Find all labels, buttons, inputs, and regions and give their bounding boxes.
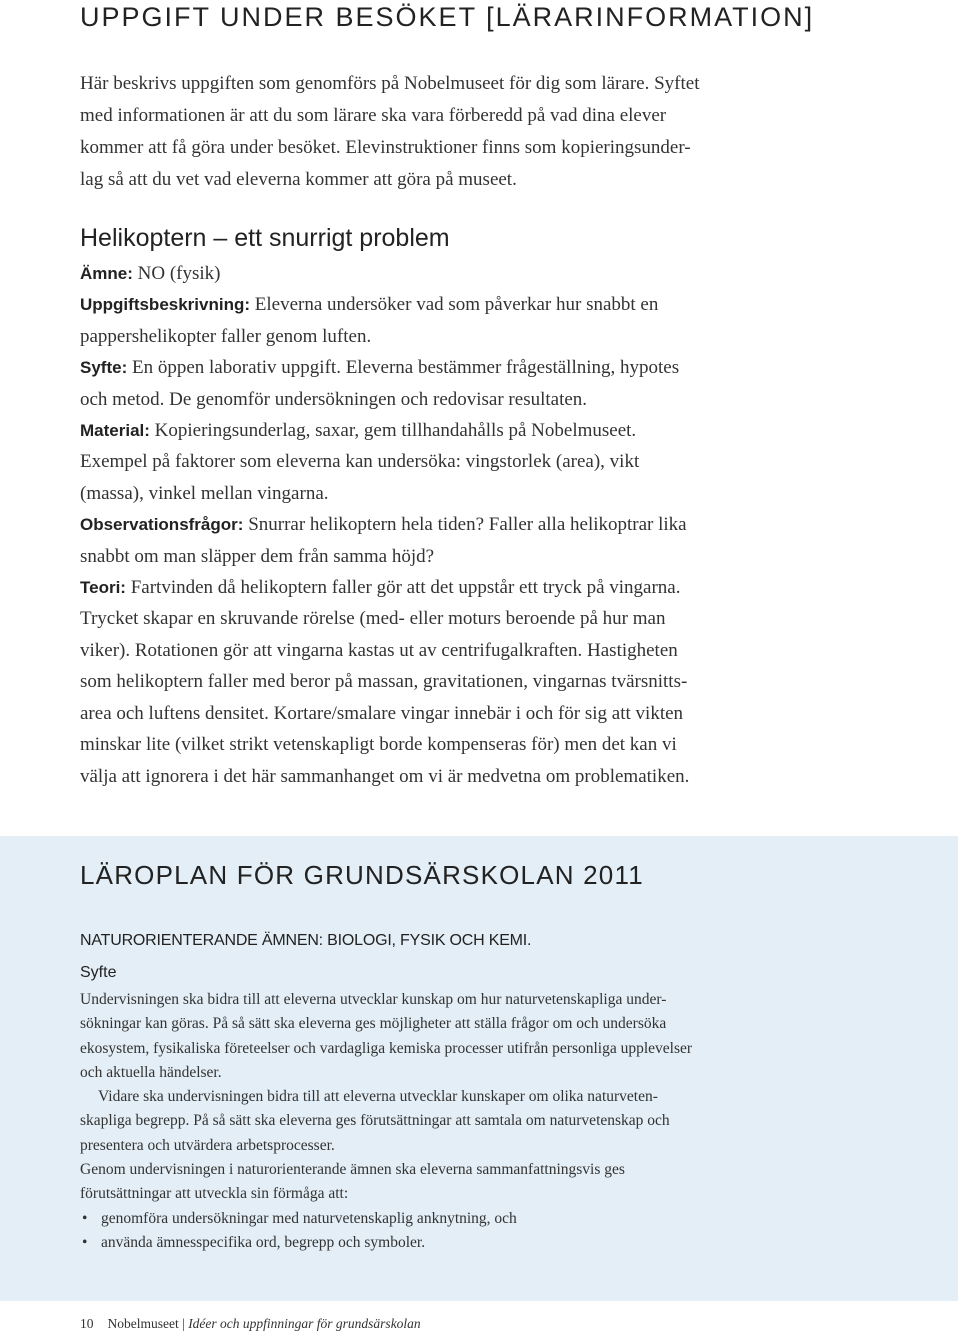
syfte-heading: Syfte <box>80 964 117 981</box>
purpose-label: Syfte: <box>80 358 128 378</box>
list-item-text: använda ämnesspecifika ord, begrepp och symboler. <box>101 1233 426 1251</box>
curriculum-line: presentera och utvärdera arbetsprocesser. <box>80 1136 335 1154</box>
curriculum-line: och aktuella händelser. <box>80 1063 222 1081</box>
page-footer <box>80 1316 421 1332</box>
observation-label: Observationsfrågor: <box>80 515 244 535</box>
curriculum-line: Undervisningen ska bidra till att eleverna utvecklar kunskap om hur naturvetenskapliga under- <box>80 991 667 1008</box>
curriculum-paragraph <box>80 1085 770 1158</box>
curriculum-body <box>80 988 770 1255</box>
observation-row <box>80 509 800 572</box>
list-item <box>80 1231 770 1255</box>
curriculum-line: skapliga begrepp. På så sätt ska eleverna ges förutsättningar att samtala om naturvetenskap och <box>80 1112 670 1130</box>
footer-publication: Idéer och uppfinningar för grundsärskolan <box>188 1316 421 1331</box>
description-label: Uppgiftsbeskrivning: <box>80 295 251 315</box>
list-item-text: genomföra undersökningar med naturvetenskaplig anknytning, och <box>101 1209 517 1227</box>
example-text: Exempel på faktorer som eleverna kan undersöka: vingstorlek (area), vikt <box>80 451 640 473</box>
theory-row <box>80 572 800 792</box>
intro-line: med informationen är att du som lärare ska vara förberedd på vad dina elever <box>80 105 667 126</box>
curriculum-title: LÄROPLAN FÖR GRUNDSÄRSKOLAN 2011 <box>80 860 644 890</box>
theory-text: Fartvinden då helikoptern faller gör att det uppstår ett tryck på vingarna. <box>125 577 681 599</box>
page-number: 10 <box>80 1316 94 1331</box>
page-heading: UPPGIFT UNDER BESÖKET [LÄRARINFORMATION] <box>80 2 815 32</box>
curriculum-subtitle: NATURORIENTERANDE ÄMNEN: BIOLOGI, FYSIK OCH KEMI. <box>80 932 532 949</box>
curriculum-line: sökningar kan göras. På så sätt ska eleverna ges möjligheter att ställa frågor om och undersöka <box>80 1015 667 1033</box>
intro-line: Här beskrivs uppgiften som genomförs på Nobelmuseet för dig som lärare. Syftet <box>80 73 700 94</box>
purpose-text: En öppen laborativ uppgift. Eleverna bestämmer frågeställning, hypotes <box>127 357 680 379</box>
intro-paragraph <box>80 68 800 196</box>
bullet-icon: • <box>82 1209 88 1227</box>
description-text: pappershelikopter faller genom luften. <box>80 325 372 347</box>
subject-label: Ämne: <box>80 264 133 283</box>
theory-text: viker). Rotationen gör att vingarna kastas ut av centrifugalkraften. Hastigheten <box>80 639 678 661</box>
purpose-text: och metod. De genomför undersökningen och redovisar resultaten. <box>80 388 588 410</box>
observation-text: Snurrar helikoptern hela tiden? Faller alla helikoptrar lika <box>243 514 687 536</box>
theory-text: välja att ignorera i det här sammanhanget om vi är medvetna om problematiken. <box>80 765 690 787</box>
curriculum-paragraph <box>80 988 770 1085</box>
ability-list <box>80 1207 770 1256</box>
curriculum-line: Vidare ska undervisningen bidra till att eleverna utvecklar kunskaper om olika naturveten- <box>98 1088 658 1106</box>
theory-text: minskar lite (vilket strikt vetenskapligt borde kompenseras för) men det kan vi <box>80 734 677 756</box>
theory-text: area och luftens densitet. Kortare/smalare vingar innebär i och för sig att vikten <box>80 702 684 724</box>
task-details <box>80 258 800 792</box>
material-row <box>80 415 800 446</box>
material-label: Material: <box>80 421 150 441</box>
footer-museum: Nobelmuseet <box>107 1316 179 1331</box>
example-text: (massa), vinkel mellan vingarna. <box>80 482 329 504</box>
theory-text: Trycket skapar en skruvande rörelse (med- eller moturs beroende på hur man <box>80 608 666 630</box>
intro-line: kommer att få göra under besöket. Elevinstruktioner finns som kopieringsunder- <box>80 137 691 158</box>
material-text: Kopieringsunderlag, saxar, gem tillhandahålls på Nobelmuseet. <box>149 420 637 442</box>
purpose-row <box>80 352 800 415</box>
list-item <box>80 1207 770 1231</box>
subject-row <box>80 258 800 289</box>
theory-label: Teori: <box>80 578 126 598</box>
curriculum-line: förutsättningar att utveckla sin förmåga att: <box>80 1185 349 1203</box>
description-row <box>80 289 800 352</box>
footer-separator: | <box>178 1316 189 1331</box>
theory-text: som helikoptern faller med beror på massan, gravitationen, vingarnas tvärsnitts- <box>80 671 688 693</box>
intro-line: lag så att du vet vad eleverna kommer att göra på museet. <box>80 169 517 190</box>
curriculum-paragraph <box>80 1158 770 1207</box>
task-title: Helikoptern – ett snurrigt problem <box>80 224 450 252</box>
curriculum-line: ekosystem, fysikaliska företeelser och vardagliga kemiska processer utifrån personliga upplevelser <box>80 1039 693 1057</box>
subject-value: NO (fysik) <box>132 263 221 284</box>
bullet-icon: • <box>82 1233 88 1251</box>
curriculum-panel <box>0 836 958 1301</box>
observation-text: snabbt om man släpper dem från samma höjd? <box>80 545 435 567</box>
description-text: Eleverna undersöker vad som påverkar hur snabbt en <box>250 294 659 316</box>
curriculum-line: Genom undervisningen i naturorienterande ämnen ska eleverna sammanfattningsvis ges <box>80 1161 625 1179</box>
example-row <box>80 446 800 509</box>
